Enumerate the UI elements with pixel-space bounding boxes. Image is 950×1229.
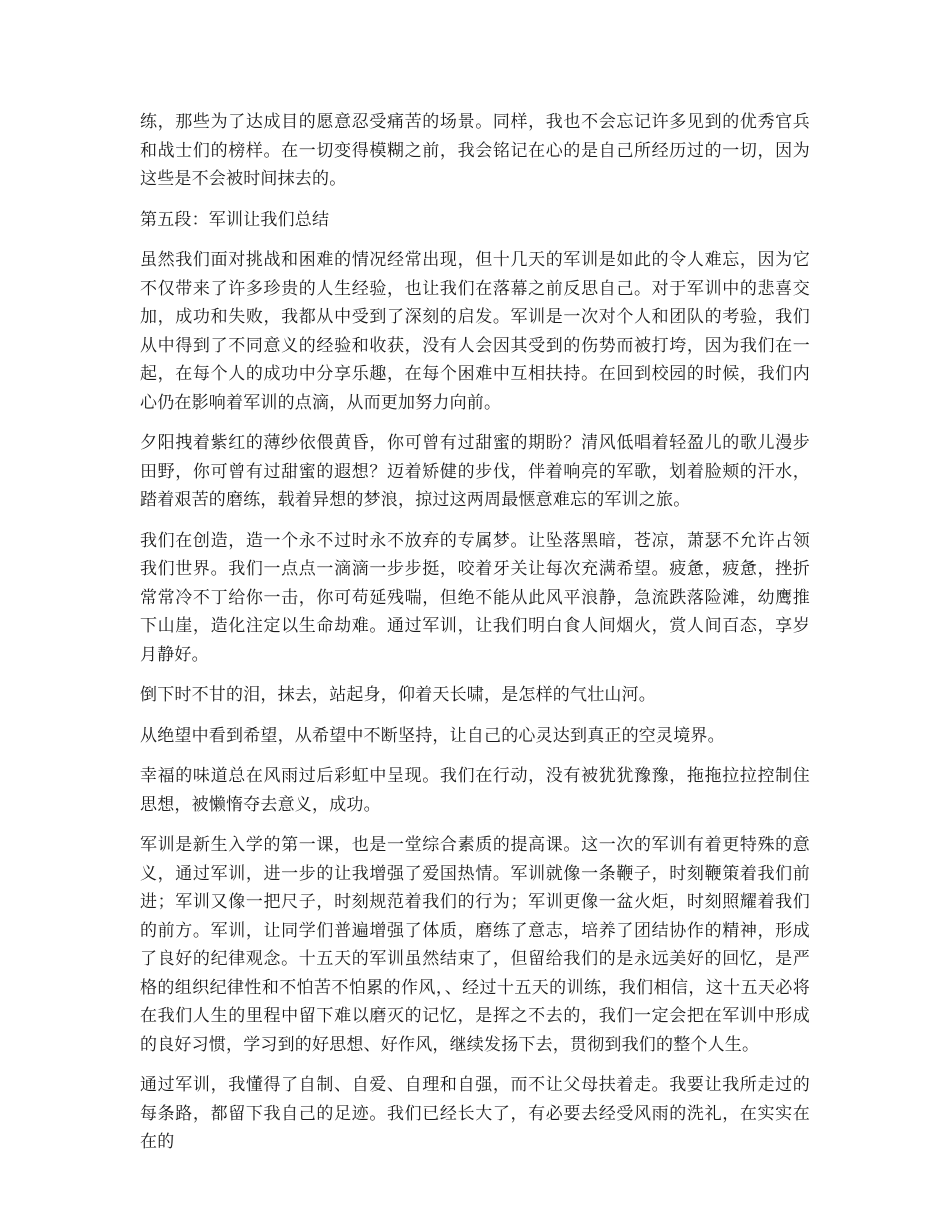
paragraph-hope: 从绝望中看到希望，从希望中不断坚持，让自己的心灵达到真正的空灵境界。 <box>140 725 725 746</box>
paragraph-happiness: 幸福的味道总在风雨过后彩虹中呈现。我们在行动，没有被犹犹豫豫，拖拖拉拉控制住思想，被懒惰夺去意义，成功。 <box>140 766 810 815</box>
paragraph-sunset: 夕阳拽着紫红的薄纱依偎黄昏，你可曾有过甜蜜的期盼？清风低唱着轻盈儿的歌儿漫步田野，你可曾有过甜蜜的遐想？迈着矫健的步伐，伴着响亮的军歌，划着脸颊的汗水，踏着艰苦的磨练，载着异想的梦浪，掠过这两周最惬意难忘的军训之旅。 <box>140 433 810 510</box>
document-body <box>140 108 810 1169</box>
section-heading-part-five: 第五段：军训让我们总结 <box>140 209 330 230</box>
paragraph-summary: 虽然我们面对挑战和困难的情况经常出现，但十几天的军训是如此的令人难忘，因为它不仅带来了许多珍贵的人生经验，也让我们在落幕之前反思自己。对于军训中的悲喜交加，成功和失败，我都从中受到了深刻的启发。军训是一次对个人和团队的考验，我们从中得到了不同意义的经验和收获，没有人会因其受到的伤势而被打垮，因为我们在一起，在每个人的成功中分享乐趣，在每个困难中互相扶持。在回到校园的时候，我们内心仍在影响着军训的点滴，从而更加努力向前。 <box>140 250 810 413</box>
paragraph-dream: 我们在创造，造一个永不过时永不放弃的专属梦。让坠落黑暗，苍凉，萧瑟不允许占领我们世界。我们一点点一滴滴一步步挺，咬着牙关让每次充满希望。疲惫，疲惫，挫折常常冷不丁给你一击，你可苟延残喘，但绝不能从此风平浪静，急流跌落险滩，幼鹰推下山崖，造化注定以生命劫难。通过军训，让我们明白食人间烟火，赏人间百态，享岁月静好。 <box>140 530 810 665</box>
paragraph-tears: 倒下时不甘的泪，抹去，站起身，仰着天长啸，是怎样的气壮山河。 <box>140 685 656 705</box>
paragraph-intro-continuation: 练，那些为了达成目的愿意忍受痛苦的场景。同样，我也不会忘记许多见到的优秀官兵和战士们的榜样。在一切变得模糊之前，我会铭记在心的是自己所经历过的一切，因为这些是不会被时间抹去的。 <box>140 112 810 189</box>
paragraph-first-lesson: 军训是新生入学的第一课，也是一堂综合素质的提高课。这一次的军训有着更特殊的意义，通过军训，进一步的让我增强了爱国热情。军训就像一条鞭子，时刻鞭策着我们前进；军训又像一把尺子，时刻规范着我们的行为；军训更像一盆火炬，时刻照耀着我们的前方。军训，让同学们普遍增强了体质，磨练了意志，培养了团结协作的精神，形成了良好的纪律观念。十五天的军训虽然结束了，但留给我们的是永远美好的回忆，是严格的组织纪律性和不怕苦不怕累的作风，、经过十五天的训练，我们相信，这十五天必将在我们人生的里程中留下难以磨灭的记忆，是挥之不去的，我们一定会把在军训中形成的良好习惯，学习到的好思想、好作风，继续发扬下去，贯彻到我们的整个人生。 <box>140 835 810 1055</box>
paragraph-self-reliance: 通过军训，我懂得了自制、自爱、自理和自强，而不让父母扶着走。我要让我所走过的每条路，都留下我自己的足迹。我们已经长大了，有必要去经受风雨的洗礼，在实实在在的 <box>140 1075 810 1152</box>
